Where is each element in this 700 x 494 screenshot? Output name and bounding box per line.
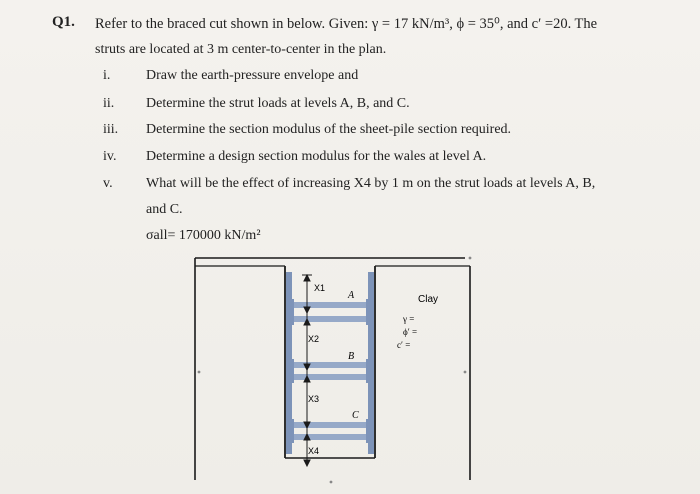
- wale-B-right: [366, 359, 374, 383]
- strut-C: [292, 422, 368, 440]
- question-number: Q1.: [52, 14, 75, 30]
- wale-C-left: [286, 419, 294, 443]
- strut-B: [292, 362, 368, 380]
- item-number-2: ii.: [103, 96, 115, 111]
- soil-type-label: Clay: [418, 294, 439, 305]
- dot-marker: [330, 481, 333, 484]
- label-x4: X4: [308, 446, 320, 456]
- wale-A-left: [286, 299, 294, 325]
- label-x1: X1: [314, 283, 326, 293]
- wale-C-right: [366, 419, 374, 443]
- label-x3: X3: [308, 394, 320, 404]
- item-text-4: Determine a design section modulus for the wales at level A.: [146, 149, 487, 164]
- item-number-4: iv.: [103, 149, 117, 164]
- item-number-1: i.: [103, 68, 111, 83]
- item-text-5-continued: and C.: [146, 202, 183, 217]
- item-text-2: Determine the strut loads at levels A, B, and C.: [146, 96, 410, 111]
- soil-c-label: c′ =: [397, 340, 411, 350]
- item-text-5: What will be the effect of increasing X4 by 1 m on the strut loads at levels A, B,: [146, 176, 596, 191]
- allowable-stress: σall= 170000 kN/m²: [146, 228, 261, 243]
- item-number-5: v.: [103, 176, 113, 191]
- dot-marker: [469, 257, 472, 260]
- soil-gamma-label: γ =: [403, 314, 415, 324]
- item-number-3: iii.: [103, 122, 119, 137]
- strut-A: [292, 302, 368, 322]
- question-line-2: struts are located at 3 m center-to-center in the plan.: [95, 42, 387, 57]
- question-line-1: Refer to the braced cut shown in below. Given: γ = 17 kN/m³, ϕ = 35⁰, and c′ =20. The: [95, 16, 598, 32]
- dot-marker: [198, 371, 201, 374]
- wale-A-right: [366, 299, 374, 325]
- soil-phi-label: ϕ′ =: [403, 327, 418, 337]
- item-text-1: Draw the earth-pressure envelope and: [146, 68, 359, 83]
- label-x2: X2: [308, 334, 320, 344]
- dot-marker: [464, 371, 467, 374]
- item-text-3: Determine the section modulus of the sheet-pile section required.: [146, 122, 512, 137]
- label-B: B: [348, 351, 355, 362]
- label-C: C: [352, 410, 359, 421]
- wale-B-left: [286, 359, 294, 383]
- label-A: A: [348, 290, 355, 301]
